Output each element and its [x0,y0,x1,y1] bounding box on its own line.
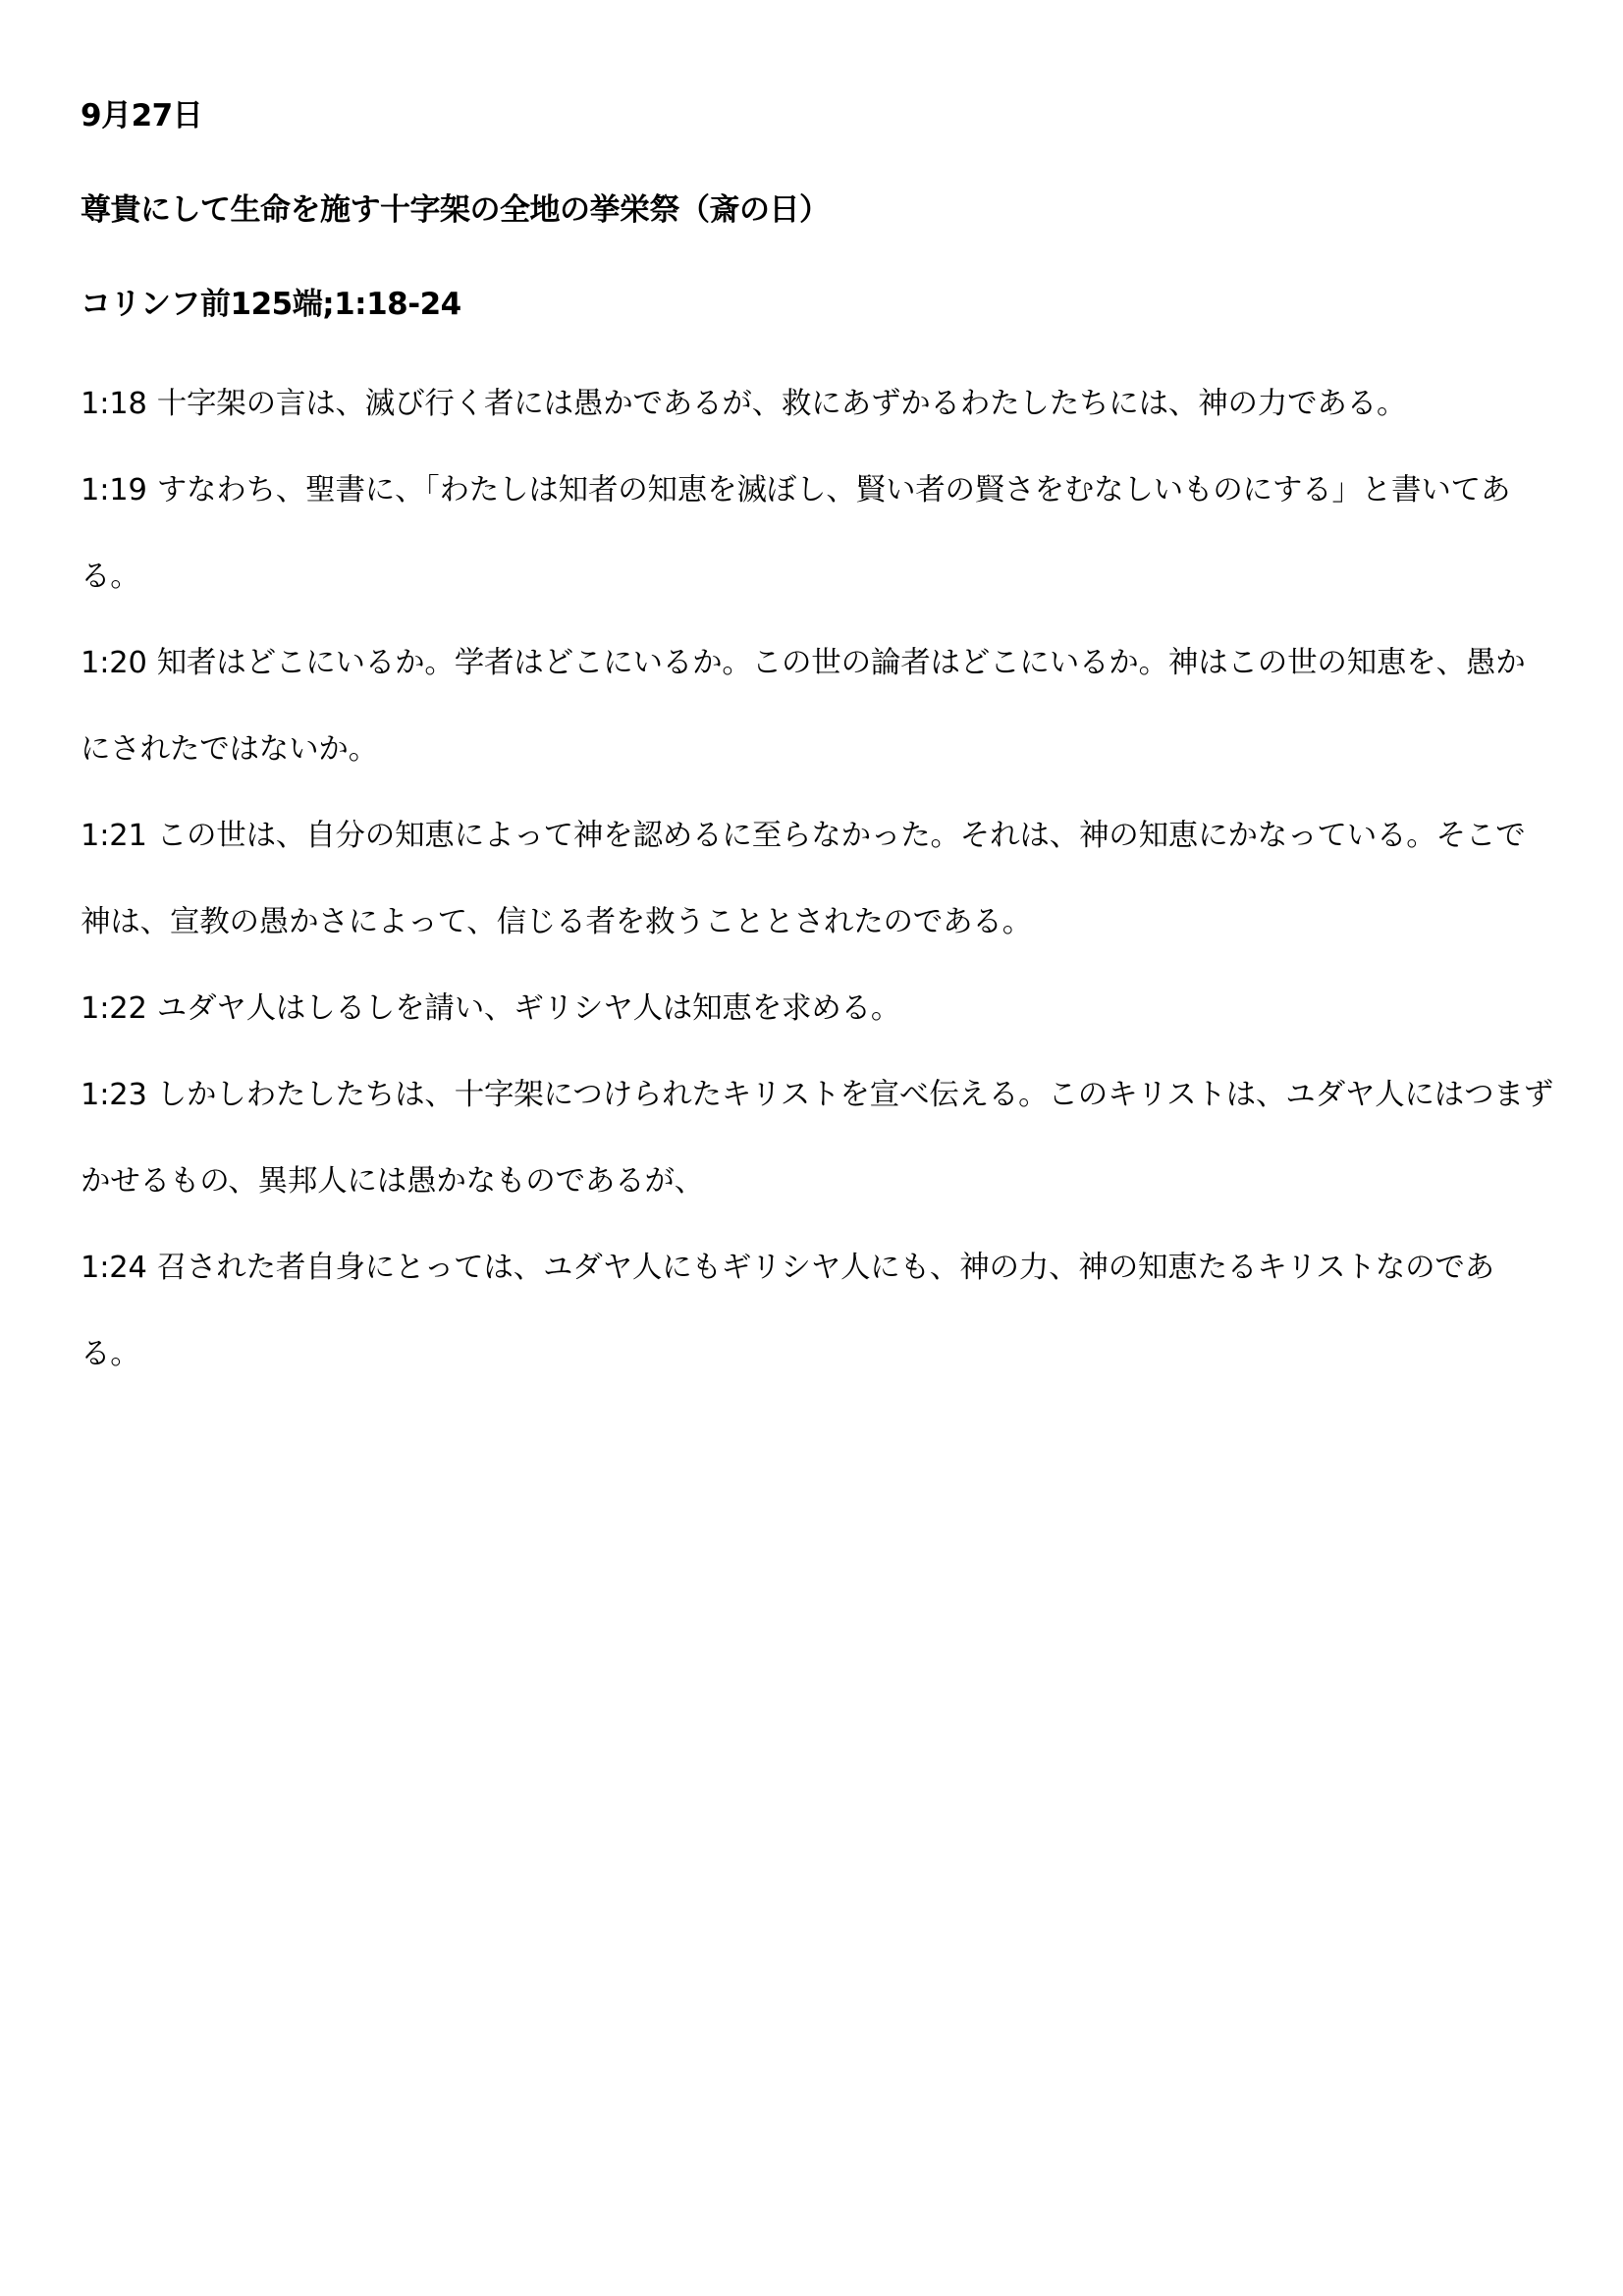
verse-text: 十字架の言は、滅び行く者には愚かであるが、救にあずかるわたしたちには、神の力である。 [156,387,1407,421]
verse-number: 1:20 [81,646,147,680]
verse-text: しかしわたしたちは、十字架につけられたキリストを宣べ伝える。このキリストは、ユダヤ人にはつまずかせるもの、異邦人には愚かなものであるが、 [81,1078,1553,1199]
verse-number: 1:24 [81,1251,147,1285]
document-page [81,96,1553,1398]
verse-text: 知者はどこにいるか。学者はどこにいるか。この世の論者はどこにいるか。神はこの世の知恵を、愚かにされたではないか。 [81,646,1526,767]
verse-list [81,361,1553,1398]
verse-1-20 [81,620,1553,793]
verse-number: 1:19 [81,473,147,507]
feast-title: 尊貴にして生命を施す十字架の全地の挙栄祭（斎の日） [81,192,830,228]
verse-number: 1:18 [81,387,147,421]
verse-text: この世は、自分の知恵によって神を認めるに至らなかった。それは、神の知恵にかなっている。そこで神は、宣教の愚かさによって、信じる者を救うこととされたのである。 [81,819,1526,939]
verse-1-22 [81,966,1553,1052]
verse-1-23 [81,1052,1553,1225]
verse-1-24 [81,1225,1553,1398]
verse-number: 1:23 [81,1078,147,1112]
verse-1-21 [81,793,1553,966]
verse-1-19 [81,448,1553,620]
verse-1-18 [81,361,1553,448]
verse-text: すなわち、聖書に、「わたしは知者の知恵を滅ぼし、賢い者の賢さをむなしいものにする」と書いてある。 [81,473,1511,594]
verse-number: 1:21 [81,819,147,853]
verse-number: 1:22 [81,991,147,1026]
verse-text: 召された者自身にとっては、ユダヤ人にもギリシヤ人にも、神の力、神の知恵たるキリストなのである。 [81,1251,1494,1371]
date-heading: 9月27日 [81,98,203,133]
reading-reference: コリンフ前125端;1:18-24 [81,287,461,322]
verse-text: ユダヤ人はしるしを請い、ギリシヤ人は知恵を求める。 [156,991,901,1026]
